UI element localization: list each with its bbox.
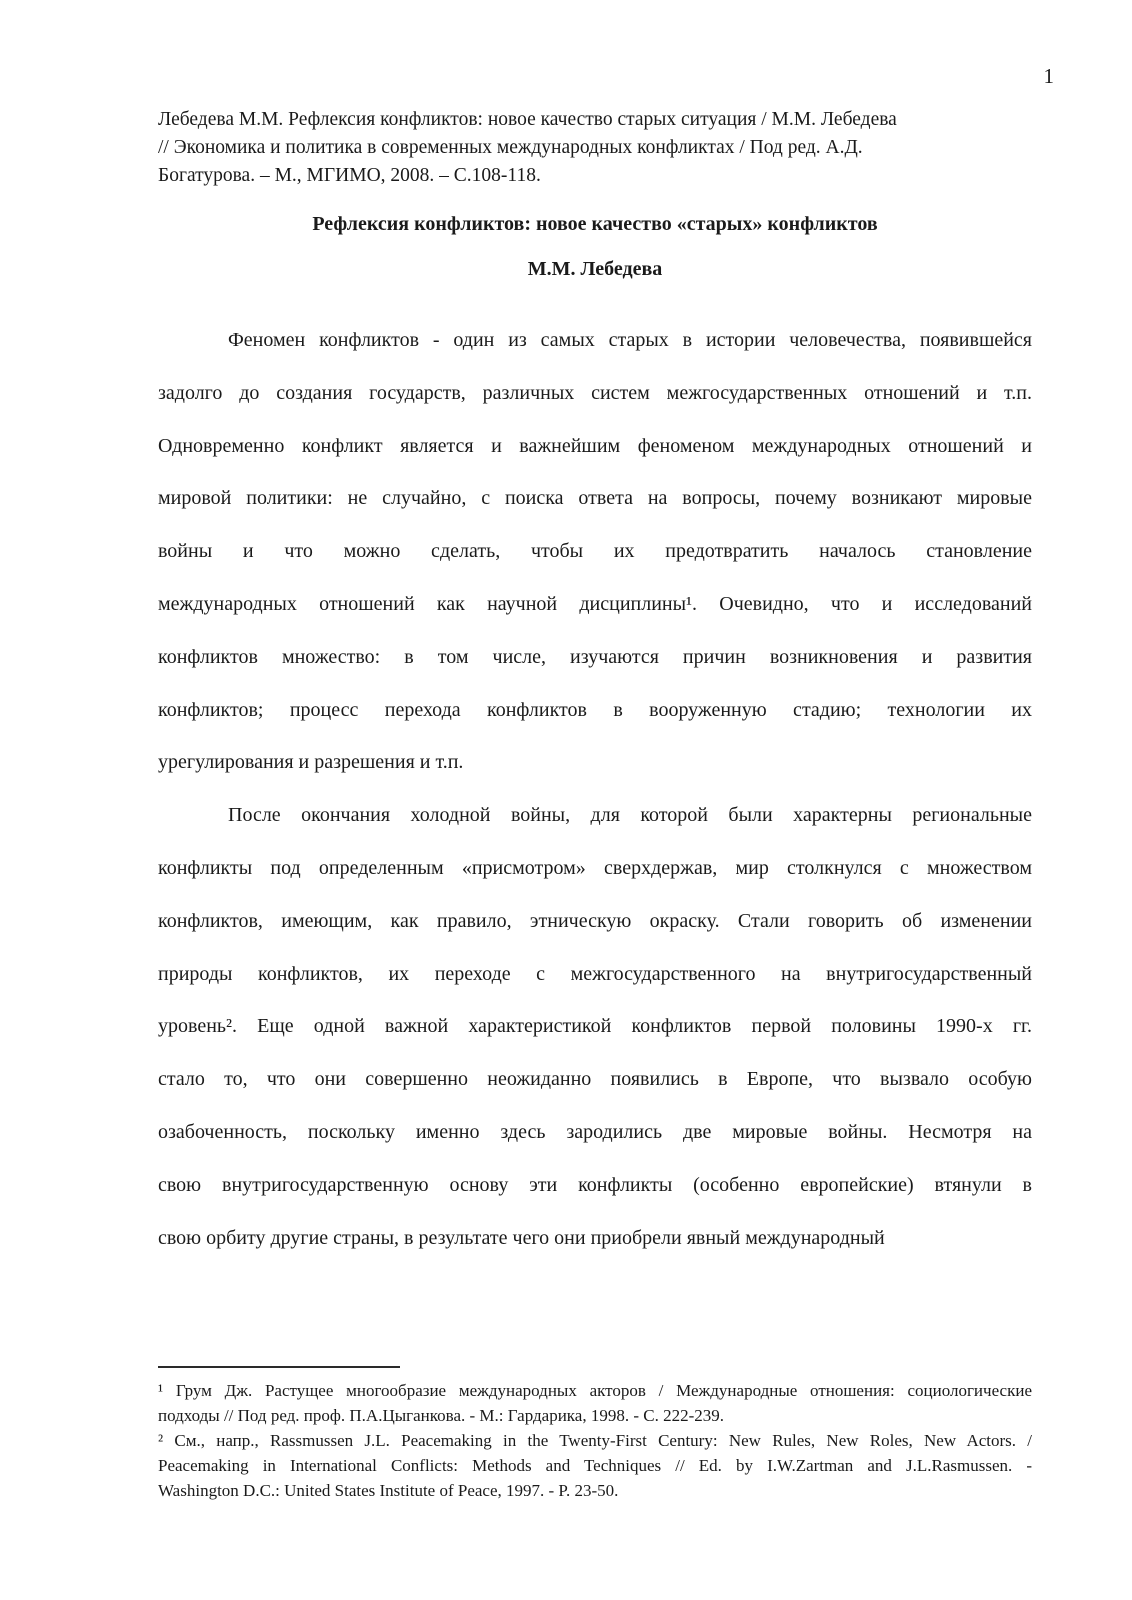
footnotes-block [158,1378,1032,1503]
citation-line: Богатурова. – М., МГИМО, 2008. – С.108-118. [158,165,541,186]
body-line: конфликтов, имеющим, как правило, этническую окраску. Стали говорить об изменении [158,909,1032,932]
footnote-line: ¹ Грум Дж. Растущее многообразие международных акторов / Международные отношения: социологические [158,1381,1032,1400]
citation-block [158,106,1032,190]
footnote-line: Peacemaking in International Conflicts: Methods and Techniques // Ed. by I.W.Zartman and J.L.Rasmussen. - [158,1456,1032,1475]
body-line: конфликты под определенным «присмотром» сверхдержав, мир столкнулся с множеством [158,856,1032,879]
footnote-line: ² См., напр., Rassmussen J.L. Peacemaking in the Twenty-First Century: New Rules, New Roles, New Actors. / [158,1431,1032,1450]
footnote-line: Washington D.C.: United States Institute of Peace, 1997. - P. 23-50. [158,1481,619,1500]
footnote-line: подходы // Под ред. проф. П.А.Цыганкова. - М.: Гардарика, 1998. - С. 222-239. [158,1406,724,1425]
body-text [158,314,1032,1264]
page-number: 1 [1043,64,1054,88]
body-line: международных отношений как научной дисциплины¹. Очевидно, что и исследований [158,592,1032,615]
body-line: свою внутригосударственную основу эти конфликты (особенно европейские) втянули в [158,1173,1032,1196]
body-line: конфликтов множество: в том числе, изучаются причин возникновения и развития [158,645,1032,668]
body-line: стало то, что они совершенно неожиданно появились в Европе, что вызвало особую [158,1068,1032,1091]
body-line: уровень². Еще одной важной характеристикой конфликтов первой половины 1990-х гг. [158,1015,1032,1038]
body-line: Феномен конфликтов - один из самых старых в истории человечества, появившейся [228,329,1032,351]
citation-line: // Экономика и политика в современных международных конфликтах / Под ред. А.Д. [158,137,863,158]
body-line: природы конфликтов, их переходе с межгосударственного на внутригосударственный [158,962,1032,985]
body-line: войны и что можно сделать, чтобы их предотвратить началось становление [158,540,1032,563]
body-line: мировой политики: не случайно, с поиска ответа на вопросы, почему возникают мировые [158,487,1032,510]
body-line: После окончания холодной войны, для которой были характерны региональные [228,804,1032,827]
document-title: Рефлексия конфликтов: новое качество «старых» конфликтов [312,213,878,235]
body-line: урегулирования и разрешения и т.п. [158,751,464,774]
citation-line: Лебедева М.М. Рефлексия конфликтов: новое качество старых ситуация / М.М. Лебедева [158,109,897,130]
document-author: М.М. Лебедева [527,258,663,280]
body-line: свою орбиту другие страны, в результате чего они приобрели явный международный [158,1226,885,1249]
body-line: озабоченность, поскольку именно здесь зародились две мировые войны. Несмотря на [158,1120,1032,1143]
body-line: Одновременно конфликт является и важнейшим феноменом международных отношений и [158,434,1032,457]
footnote-separator [158,1366,400,1368]
body-line: задолго до создания государств, различных систем межгосударственных отношений и т.п. [158,381,1032,404]
title-block [158,211,1032,282]
body-line: конфликтов; процесс перехода конфликтов в вооруженную стадию; технологии их [158,698,1032,721]
